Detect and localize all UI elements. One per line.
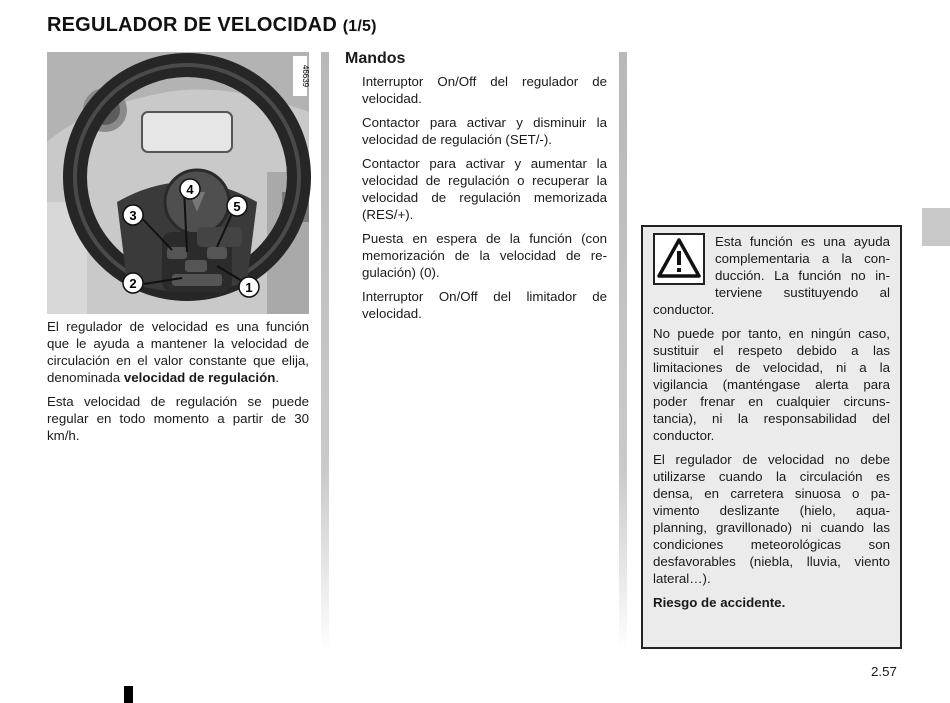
steering-wheel-photo [47,52,309,314]
intro-text [47,318,309,451]
warning-paragraph-2: No puede por tanto, en ningún caso, sustituir el respeto debido a las limitaciones de velocidad, ni a la vigilancia (manténgase alerta para poder frenar en cualquier circunstancia), ni la responsabilidad del conductor. [653,326,890,443]
callout-5-label: 5 [233,199,241,214]
intro-p1-text: El regulador de velocidad es una función que le ayuda a mantener la velocidad de circulación en el valor constante que elija, denominada [47,319,309,385]
column-divider-right [619,52,627,652]
title-text: REGULADOR DE VELOCIDAD [47,14,337,36]
mandos-section [345,50,607,329]
warning-box [641,225,902,649]
page-number: 2.57 [871,664,897,679]
warning-paragraph-3: El regulador de velocidad no debe utilizarse cuando la circulación es densa, en carretera sinuosa o pavimento deslizante (hielo, aquaplanning, gravillonado) ni cuando las condiciones meteorológicas son desfavorables (niebla, lluvia, viento lateral…). [653,452,890,586]
steering-wheel-illustration [47,52,309,314]
mandos-item-5: Interruptor On/Off del limitador de velocidad. [362,289,607,321]
mandos-list [345,73,607,322]
warning-paragraph-1: Esta función es una ayuda complementaria a la conducción. La función no interviene sustituyendo al conductor. [653,234,890,317]
mandos-item-1: Interruptor On/Off del regulador de velocidad. [362,74,607,106]
chapter-tab [922,208,950,246]
intro-paragraph-1 [47,318,309,386]
mandos-heading: Mandos [345,50,406,67]
warning-paragraph-4 [653,594,890,611]
callout-3-label: 3 [129,208,137,223]
page-title [47,14,377,37]
callout-2-label: 2 [129,276,137,291]
mandos-item-4: Puesta en espera de la función (con memorización de la velocidad de regulación) (0). [362,231,607,280]
print-mark [124,686,133,703]
figure-code: 46639 [301,64,310,88]
mandos-item-3: Contactor para activar y aumentar la velocidad de regulación o recuperar la velocidad de regulación memorizada (RES/+). [362,156,607,222]
warning-icon [653,233,705,285]
callout-4-label: 4 [186,182,194,197]
title-part: (1/5) [342,18,377,35]
column-divider-left [321,52,329,652]
warning-risk: Riesgo de accidente. [653,595,786,610]
intro-p1-bold: velocidad de regulación [123,370,276,385]
intro-p1-end: . [275,370,280,385]
intro-paragraph-2: Esta velocidad de regulación se puede regular en todo momento a partir de 30 km/h. [47,394,309,443]
callout-1-label: 1 [245,280,253,295]
mandos-item-2: Contactor para activar y disminuir la velocidad de regulación (SET/-). [362,115,607,147]
